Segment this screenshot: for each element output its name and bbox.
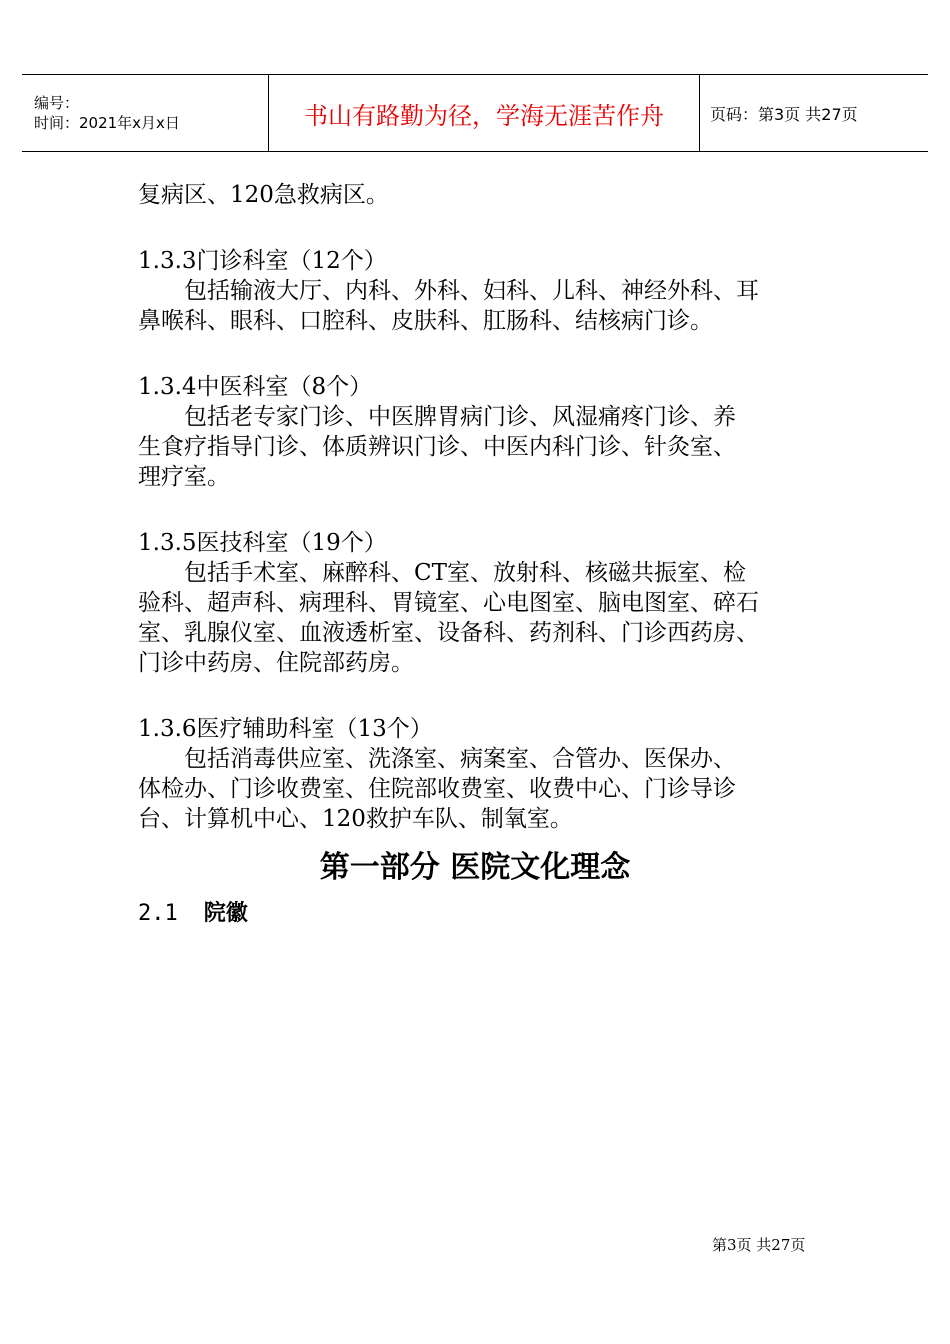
document-date: 时间：2021年x月x日 xyxy=(34,114,180,132)
part-title: 第一部分 医院文化理念 xyxy=(319,850,631,885)
section-text-line: 理疗室。 xyxy=(138,464,230,490)
section-text-line: 体检办、门诊收费室、住院部收费室、收费中心、门诊导诊 xyxy=(138,776,736,802)
header-left-cell xyxy=(22,75,268,151)
section-text-line: 包括手术室、麻醉科、CT室、放射科、核磁共振室、检 xyxy=(184,560,746,586)
section-text-line: 鼻喉科、眼科、口腔科、皮肤科、肛肠科、结核病门诊。 xyxy=(138,308,713,334)
section-heading: 1.3.5医技科室（19个） xyxy=(138,530,387,556)
section-text-line: 验科、超声科、病理科、胃镜室、心电图室、脑电图室、碎石 xyxy=(138,590,759,616)
subsection-heading xyxy=(138,896,248,927)
page-footer: 第3页 共27页 xyxy=(712,1236,806,1254)
continued-line: 复病区、120急救病区。 xyxy=(138,182,389,208)
section-heading: 1.3.3门诊科室（12个） xyxy=(138,248,387,274)
subsection-number: 2.1 xyxy=(138,901,178,926)
header-motto: 书山有路勤为径，学海无涯苦作舟 xyxy=(304,101,664,130)
section-text-line: 包括消毒供应室、洗涤室、病案室、合管办、医保办、 xyxy=(184,746,736,772)
section-text-line: 室、乳腺仪室、血液透析室、设备科、药剂科、门诊西药房、 xyxy=(138,620,759,646)
section-heading: 1.3.6医疗辅助科室（13个） xyxy=(138,716,433,742)
section-heading: 1.3.4中医科室（8个） xyxy=(138,374,373,400)
section-text-line: 台、计算机中心、120救护车队、制氧室。 xyxy=(138,806,573,832)
subsection-title: 院徽 xyxy=(203,901,248,926)
header-page-cell xyxy=(700,75,858,151)
document-body xyxy=(138,180,833,834)
document-number-label: 编号： xyxy=(34,94,80,112)
section-text-line: 门诊中药房、住院部药房。 xyxy=(138,650,414,676)
section-text-line: 包括老专家门诊、中医脾胃病门诊、风湿痛疼门诊、养 xyxy=(184,404,736,430)
section-text-line: 生食疗指导门诊、体质辨识门诊、中医内科门诊、针灸室、 xyxy=(138,434,736,460)
header-page-number: 页码：第3页 共27页 xyxy=(710,104,858,124)
header-motto-cell xyxy=(268,75,700,151)
page-header xyxy=(22,74,928,152)
section-text-line: 包括输液大厅、内科、外科、妇科、儿科、神经外科、耳 xyxy=(184,278,759,304)
